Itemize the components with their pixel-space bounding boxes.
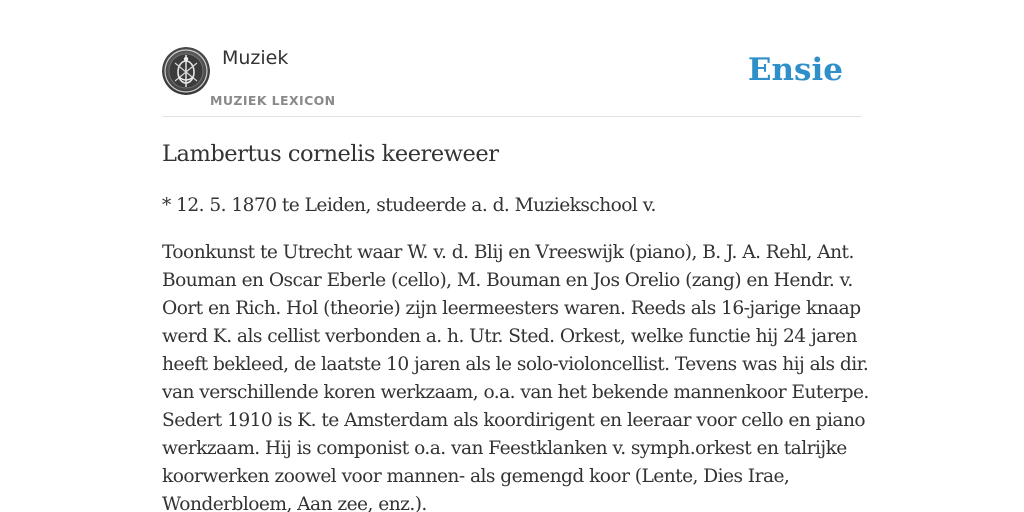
music-emblem-icon[interactable] [162, 47, 210, 95]
entry-title: Lambertus cornelis keereweer [162, 141, 499, 167]
paragraph-line: Toonkunst te Utrecht waar W. v. d. Blij en Vreeswijk (piano), B. J. A. Rehl, Ant. [162, 242, 854, 263]
site-header [162, 0, 862, 117]
paragraph-line: werkzaam. Hij is componist o.a. van Feestklanken v. symph.orkest en talrijke [162, 438, 847, 459]
paragraph-line: werd K. als cellist verbonden a. h. Utr. Sted. Orkest, welke functie hij 24 jaren [162, 326, 857, 347]
site-title[interactable]: Muziek [222, 47, 289, 69]
paragraph-line: Sedert 1910 is K. te Amsterdam als koordirigent en leeraar voor cello en piano [162, 410, 866, 431]
brand-logo[interactable]: Ensie [747, 52, 843, 88]
paragraph-line: koorwerken zoowel voor mannen- als gemengd koor (Lente, Dies Irae, [162, 466, 790, 487]
site-subtitle[interactable]: MUZIEK LEXICON [210, 93, 336, 108]
paragraph-line: Bouman en Oscar Eberle (cello), M. Bouman en Jos Orelio (zang) en Hendr. v. [162, 270, 853, 291]
paragraph-line: Wonderbloem, Aan zee, enz.). [162, 494, 427, 512]
entry-paragraph: * 12. 5. 1870 te Leiden, studeerde a. d. Muziekschool v. [162, 195, 656, 216]
entry-paragraph [162, 239, 869, 512]
paragraph-line: van verschillende koren werkzaam, o.a. van het bekende mannenkoor Euterpe. [162, 382, 869, 403]
paragraph-line: heeft bekleed, de laatste 10 jaren als le solo-violoncellist. Tevens was hij als dir. [162, 354, 869, 375]
entry-content [162, 138, 869, 512]
paragraph-line: Oort en Rich. Hol (theorie) zijn leermeesters waren. Reeds als 16-jarige knaap [162, 298, 861, 319]
